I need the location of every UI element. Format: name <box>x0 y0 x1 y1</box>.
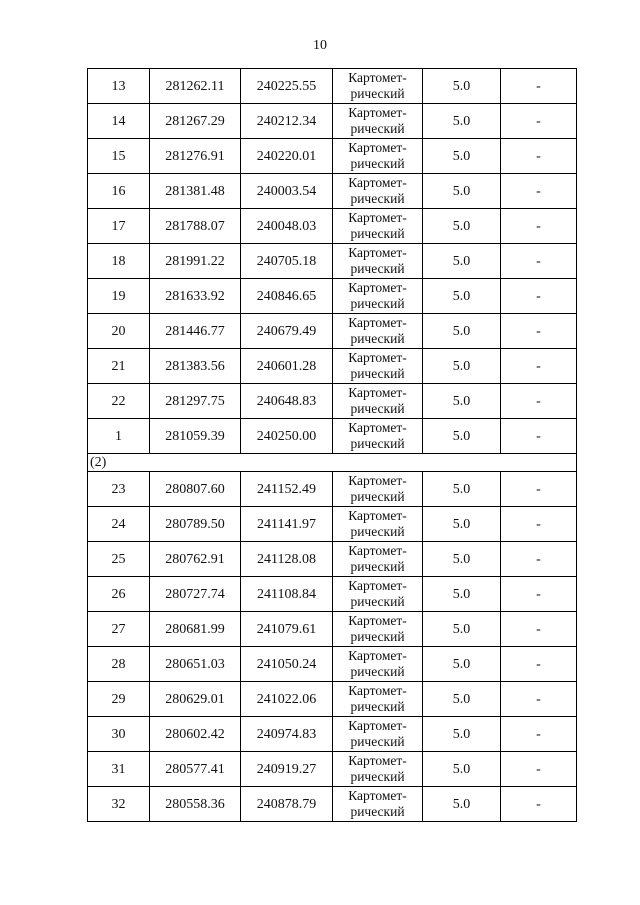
y-coordinate-cell: 241022.06 <box>241 682 333 717</box>
point-number-cell: 23 <box>88 472 150 507</box>
precision-cell: 5.0 <box>423 279 501 314</box>
note-cell: - <box>501 104 577 139</box>
note-cell: - <box>501 507 577 542</box>
method-line-1: Картомет- <box>348 753 407 768</box>
x-coordinate-cell: 280558.36 <box>150 787 241 822</box>
method-line-2: рический <box>350 559 405 574</box>
note-cell: - <box>501 279 577 314</box>
method-line-2: рический <box>350 226 405 241</box>
note-cell: - <box>501 787 577 822</box>
method-cell <box>333 104 423 139</box>
x-coordinate-cell: 281381.48 <box>150 174 241 209</box>
method-line-2: рический <box>350 401 405 416</box>
method-line-1: Картомет- <box>348 613 407 628</box>
x-coordinate-cell: 280629.01 <box>150 682 241 717</box>
table-row <box>88 104 577 139</box>
table-row <box>88 507 577 542</box>
y-coordinate-cell: 240974.83 <box>241 717 333 752</box>
x-coordinate-cell: 280651.03 <box>150 647 241 682</box>
method-cell <box>333 209 423 244</box>
precision-cell: 5.0 <box>423 104 501 139</box>
table-row <box>88 612 577 647</box>
note-cell: - <box>501 174 577 209</box>
precision-cell: 5.0 <box>423 542 501 577</box>
x-coordinate-cell: 280727.74 <box>150 577 241 612</box>
note-cell: - <box>501 542 577 577</box>
method-cell <box>333 507 423 542</box>
note-cell: - <box>501 717 577 752</box>
method-cell <box>333 244 423 279</box>
section-row <box>88 454 577 472</box>
table-row <box>88 419 577 454</box>
y-coordinate-cell: 241079.61 <box>241 612 333 647</box>
point-number-cell: 32 <box>88 787 150 822</box>
y-coordinate-cell: 241141.97 <box>241 507 333 542</box>
table-row <box>88 69 577 104</box>
method-cell <box>333 682 423 717</box>
method-line-2: рический <box>350 699 405 714</box>
method-line-2: рический <box>350 769 405 784</box>
note-cell: - <box>501 139 577 174</box>
table-row <box>88 787 577 822</box>
note-cell: - <box>501 314 577 349</box>
y-coordinate-cell: 240003.54 <box>241 174 333 209</box>
y-coordinate-cell: 241152.49 <box>241 472 333 507</box>
point-number-cell: 1 <box>88 419 150 454</box>
x-coordinate-cell: 280807.60 <box>150 472 241 507</box>
x-coordinate-cell: 280762.91 <box>150 542 241 577</box>
table-row <box>88 717 577 752</box>
method-line-1: Картомет- <box>348 315 407 330</box>
point-number-cell: 28 <box>88 647 150 682</box>
coordinates-table-body <box>88 69 577 822</box>
method-line-2: рический <box>350 296 405 311</box>
note-cell: - <box>501 384 577 419</box>
precision-cell: 5.0 <box>423 174 501 209</box>
section-label: (2) <box>88 454 577 472</box>
method-line-1: Картомет- <box>348 245 407 260</box>
method-cell <box>333 647 423 682</box>
method-line-1: Картомет- <box>348 140 407 155</box>
x-coordinate-cell: 281383.56 <box>150 349 241 384</box>
method-line-1: Картомет- <box>348 385 407 400</box>
y-coordinate-cell: 240601.28 <box>241 349 333 384</box>
method-line-2: рический <box>350 629 405 644</box>
x-coordinate-cell: 281267.29 <box>150 104 241 139</box>
point-number-cell: 26 <box>88 577 150 612</box>
point-number-cell: 13 <box>88 69 150 104</box>
x-coordinate-cell: 280789.50 <box>150 507 241 542</box>
point-number-cell: 20 <box>88 314 150 349</box>
precision-cell: 5.0 <box>423 349 501 384</box>
x-coordinate-cell: 281788.07 <box>150 209 241 244</box>
point-number-cell: 22 <box>88 384 150 419</box>
table-row <box>88 577 577 612</box>
method-line-1: Картомет- <box>348 718 407 733</box>
point-number-cell: 25 <box>88 542 150 577</box>
table-row <box>88 349 577 384</box>
note-cell: - <box>501 612 577 647</box>
y-coordinate-cell: 241050.24 <box>241 647 333 682</box>
point-number-cell: 17 <box>88 209 150 244</box>
method-line-1: Картомет- <box>348 280 407 295</box>
method-line-2: рический <box>350 191 405 206</box>
method-line-2: рический <box>350 366 405 381</box>
method-cell <box>333 542 423 577</box>
method-cell <box>333 419 423 454</box>
method-line-1: Картомет- <box>348 105 407 120</box>
x-coordinate-cell: 281633.92 <box>150 279 241 314</box>
table-row <box>88 542 577 577</box>
precision-cell: 5.0 <box>423 647 501 682</box>
precision-cell: 5.0 <box>423 752 501 787</box>
method-line-1: Картомет- <box>348 788 407 803</box>
method-line-2: рический <box>350 664 405 679</box>
table-row <box>88 139 577 174</box>
note-cell: - <box>501 419 577 454</box>
y-coordinate-cell: 240225.55 <box>241 69 333 104</box>
page-number: 10 <box>313 38 327 53</box>
precision-cell: 5.0 <box>423 314 501 349</box>
method-line-2: рический <box>350 156 405 171</box>
method-line-2: рический <box>350 261 405 276</box>
point-number-cell: 31 <box>88 752 150 787</box>
precision-cell: 5.0 <box>423 577 501 612</box>
method-cell <box>333 472 423 507</box>
method-line-1: Картомет- <box>348 350 407 365</box>
table-row <box>88 174 577 209</box>
method-cell <box>333 577 423 612</box>
note-cell: - <box>501 472 577 507</box>
y-coordinate-cell: 240679.49 <box>241 314 333 349</box>
method-line-2: рический <box>350 734 405 749</box>
method-line-1: Картомет- <box>348 420 407 435</box>
precision-cell: 5.0 <box>423 612 501 647</box>
point-number-cell: 24 <box>88 507 150 542</box>
x-coordinate-cell: 281991.22 <box>150 244 241 279</box>
coordinates-table <box>87 68 577 822</box>
table-row <box>88 472 577 507</box>
method-cell <box>333 787 423 822</box>
method-line-1: Картомет- <box>348 543 407 558</box>
precision-cell: 5.0 <box>423 244 501 279</box>
precision-cell: 5.0 <box>423 419 501 454</box>
point-number-cell: 14 <box>88 104 150 139</box>
method-cell <box>333 349 423 384</box>
precision-cell: 5.0 <box>423 787 501 822</box>
y-coordinate-cell: 240212.34 <box>241 104 333 139</box>
precision-cell: 5.0 <box>423 209 501 244</box>
y-coordinate-cell: 240648.83 <box>241 384 333 419</box>
note-cell: - <box>501 244 577 279</box>
x-coordinate-cell: 280577.41 <box>150 752 241 787</box>
y-coordinate-cell: 240919.27 <box>241 752 333 787</box>
table-row <box>88 384 577 419</box>
point-number-cell: 30 <box>88 717 150 752</box>
method-line-2: рический <box>350 489 405 504</box>
method-cell <box>333 384 423 419</box>
precision-cell: 5.0 <box>423 507 501 542</box>
method-cell <box>333 279 423 314</box>
method-line-1: Картомет- <box>348 175 407 190</box>
x-coordinate-cell: 281059.39 <box>150 419 241 454</box>
method-line-2: рический <box>350 594 405 609</box>
method-line-1: Картомет- <box>348 210 407 225</box>
x-coordinate-cell: 280602.42 <box>150 717 241 752</box>
table-row <box>88 647 577 682</box>
x-coordinate-cell: 281297.75 <box>150 384 241 419</box>
method-line-2: рический <box>350 331 405 346</box>
method-cell <box>333 314 423 349</box>
y-coordinate-cell: 240878.79 <box>241 787 333 822</box>
method-line-1: Картомет- <box>348 508 407 523</box>
precision-cell: 5.0 <box>423 682 501 717</box>
precision-cell: 5.0 <box>423 384 501 419</box>
point-number-cell: 29 <box>88 682 150 717</box>
method-cell <box>333 139 423 174</box>
precision-cell: 5.0 <box>423 472 501 507</box>
precision-cell: 5.0 <box>423 717 501 752</box>
precision-cell: 5.0 <box>423 139 501 174</box>
x-coordinate-cell: 281262.11 <box>150 69 241 104</box>
method-cell <box>333 752 423 787</box>
point-number-cell: 16 <box>88 174 150 209</box>
point-number-cell: 18 <box>88 244 150 279</box>
method-cell <box>333 717 423 752</box>
y-coordinate-cell: 241108.84 <box>241 577 333 612</box>
method-line-1: Картомет- <box>348 683 407 698</box>
y-coordinate-cell: 240220.01 <box>241 139 333 174</box>
note-cell: - <box>501 682 577 717</box>
method-line-1: Картомет- <box>348 70 407 85</box>
table-row <box>88 209 577 244</box>
table-row <box>88 752 577 787</box>
note-cell: - <box>501 647 577 682</box>
x-coordinate-cell: 280681.99 <box>150 612 241 647</box>
method-line-2: рический <box>350 121 405 136</box>
point-number-cell: 27 <box>88 612 150 647</box>
method-cell <box>333 612 423 647</box>
y-coordinate-cell: 241128.08 <box>241 542 333 577</box>
note-cell: - <box>501 577 577 612</box>
point-number-cell: 19 <box>88 279 150 314</box>
method-line-1: Картомет- <box>348 473 407 488</box>
method-line-2: рический <box>350 524 405 539</box>
method-line-1: Картомет- <box>348 648 407 663</box>
table-row <box>88 682 577 717</box>
y-coordinate-cell: 240705.18 <box>241 244 333 279</box>
y-coordinate-cell: 240250.00 <box>241 419 333 454</box>
method-line-2: рический <box>350 436 405 451</box>
note-cell: - <box>501 349 577 384</box>
method-cell <box>333 174 423 209</box>
x-coordinate-cell: 281446.77 <box>150 314 241 349</box>
y-coordinate-cell: 240048.03 <box>241 209 333 244</box>
y-coordinate-cell: 240846.65 <box>241 279 333 314</box>
method-line-1: Картомет- <box>348 578 407 593</box>
method-line-2: рический <box>350 86 405 101</box>
point-number-cell: 21 <box>88 349 150 384</box>
note-cell: - <box>501 752 577 787</box>
point-number-cell: 15 <box>88 139 150 174</box>
note-cell: - <box>501 69 577 104</box>
precision-cell: 5.0 <box>423 69 501 104</box>
note-cell: - <box>501 209 577 244</box>
method-cell <box>333 69 423 104</box>
table-row <box>88 314 577 349</box>
method-line-2: рический <box>350 804 405 819</box>
table-row <box>88 244 577 279</box>
x-coordinate-cell: 281276.91 <box>150 139 241 174</box>
table-row <box>88 279 577 314</box>
